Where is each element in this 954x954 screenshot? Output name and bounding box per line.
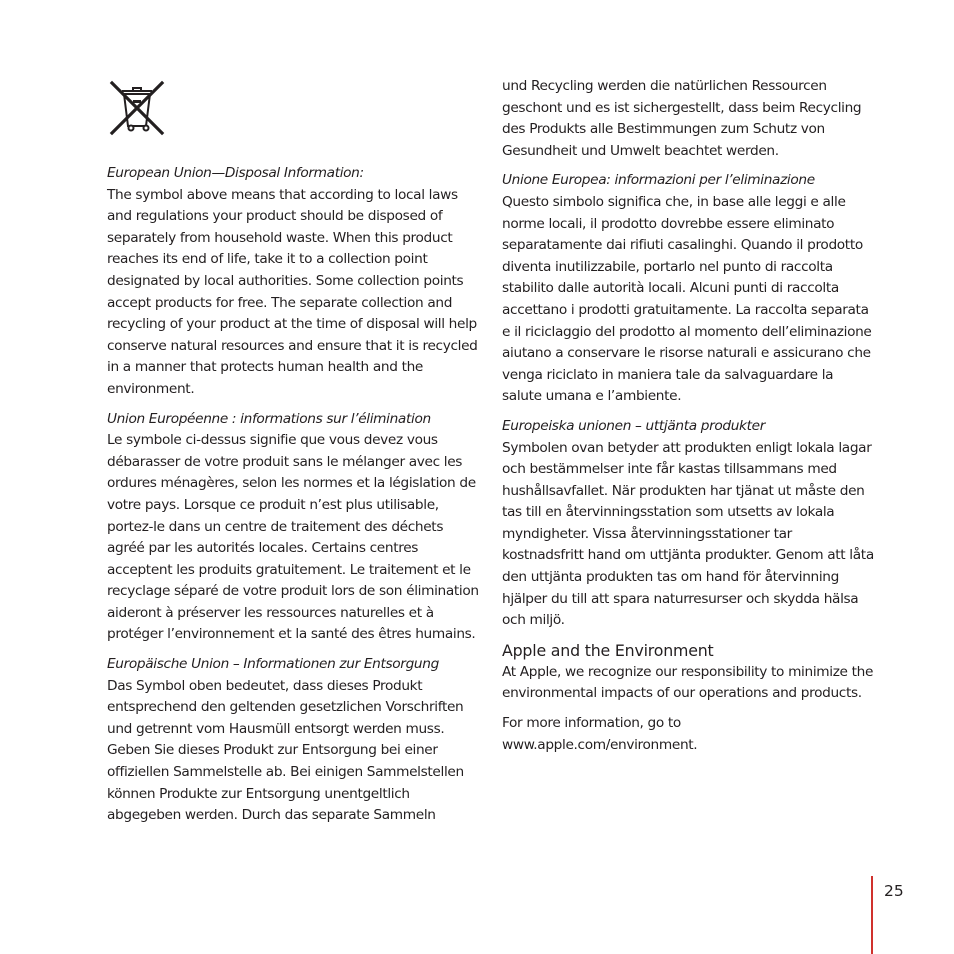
section-de-continued bbox=[502, 76, 876, 162]
section-apple bbox=[502, 640, 876, 705]
section-heading: European Union—Disposal Information: bbox=[107, 165, 364, 181]
right-column bbox=[502, 76, 876, 764]
crossed-out-wheelie-bin-icon bbox=[109, 80, 165, 136]
section-heading: Apple and the Environment bbox=[502, 640, 714, 660]
section-heading: Union Européenne : informations sur l’élimination bbox=[107, 410, 431, 427]
section-body: und Recycling werden die natürlichen Ressourcen geschont und es ist sichergestellt, dass beim Recycling des Produkts alle Bestimmungen zum Schutz von Gesundheit und Umwelt beachtet werden. bbox=[502, 78, 862, 159]
section-fr bbox=[107, 409, 479, 647]
section-se bbox=[502, 416, 876, 632]
section-body: Questo simbolo significa che, in base alle leggi e alle norme locali, il prodotto dovrebbe essere eliminato separatamente dai rifiuti casalinghi. Quando il prodotto diventa inutilizzabile, portarlo nel punto di raccolta stabilito dalle autorità locali. Alcuni punti di raccolta accettano i prodotti gratuitamente. La raccolta separata e il riciclaggio del prodotto al momento dell’eliminazione aiutano a conservare le risorse naturali e assicurano che venga riciclato in maniera tale da salvaguardare la salute umana e l’ambiente. bbox=[502, 193, 872, 405]
section-body: Das Symbol oben bedeutet, dass dieses Produkt entsprechend den geltenden gesetzlichen Vorschriften und getrennt vom Hausmüll entsorgt werden muss. Geben Sie dieses Produkt zur Entsorgung bei einer offiziellen Sammelstelle ab. Bei einigen Sammelstellen können Produkte zur Entsorgung unentgeltlich abgegeben werden. Durch das separate Sammeln bbox=[107, 677, 464, 824]
section-body: At Apple, we recognize our responsibility to minimize the environmental impacts of our operations and products. bbox=[502, 663, 874, 702]
page-number: 25 bbox=[884, 882, 904, 900]
section-body: Le symbole ci-dessus signifie que vous devez vous débarasser de votre produit sans le mélanger avec les ordures ménagères, selon les normes et la législation de votre pays. Lorsque ce produit n’est plus utilisable, portez-le dans un centre de traitement des déchets agréé par les autorités locales. Certains centres acceptent les produits gratuitement. Le traitement et le recyclage séparé de votre produit lors de son élimination aideront à préserver les ressources naturelles et à protéger l’environnement et la santé des êtres humains. bbox=[107, 432, 479, 643]
section-eu bbox=[107, 163, 479, 401]
section-apple-more bbox=[502, 713, 876, 756]
page-margin-rule bbox=[871, 876, 873, 954]
section-body: The symbol above means that according to local laws and regulations your product should be disposed of separately from household waste. When this product reaches its end of life, take it to a collection point designated by local authorities. Some collection points accept products for free. The separate collection and recycling of your product at the time of disposal will help conserve natural resources and ensure that it is recycled in a manner that protects human health and the environment. bbox=[107, 186, 478, 397]
section-heading: Unione Europea: informazioni per l’eliminazione bbox=[502, 172, 815, 189]
section-body: Symbolen ovan betyder att produkten enligt lokala lagar och bestämmelser inte får kastas tillsammans med hushållsavfallet. När produkten har tjänat ut måste den tas till en återvinningsstation som utsetts av lokala myndigheter. Vissa återvinningsstationer tar kostnadsfritt hand om uttjänta produkter. Genom att låta den uttjänta produkten tas om hand för återvinning hjälper du till att spara naturresurser och skydda hälsa och miljö. bbox=[502, 439, 874, 629]
left-column bbox=[107, 163, 479, 835]
more-info-text: For more information, go to www.apple.com/environment. bbox=[502, 715, 698, 753]
section-it bbox=[502, 170, 876, 408]
section-heading: Europäische Union – Informationen zur Entsorgung bbox=[107, 656, 439, 673]
section-heading: Europeiska unionen – uttjänta produkter bbox=[502, 417, 766, 434]
section-de bbox=[107, 654, 479, 827]
